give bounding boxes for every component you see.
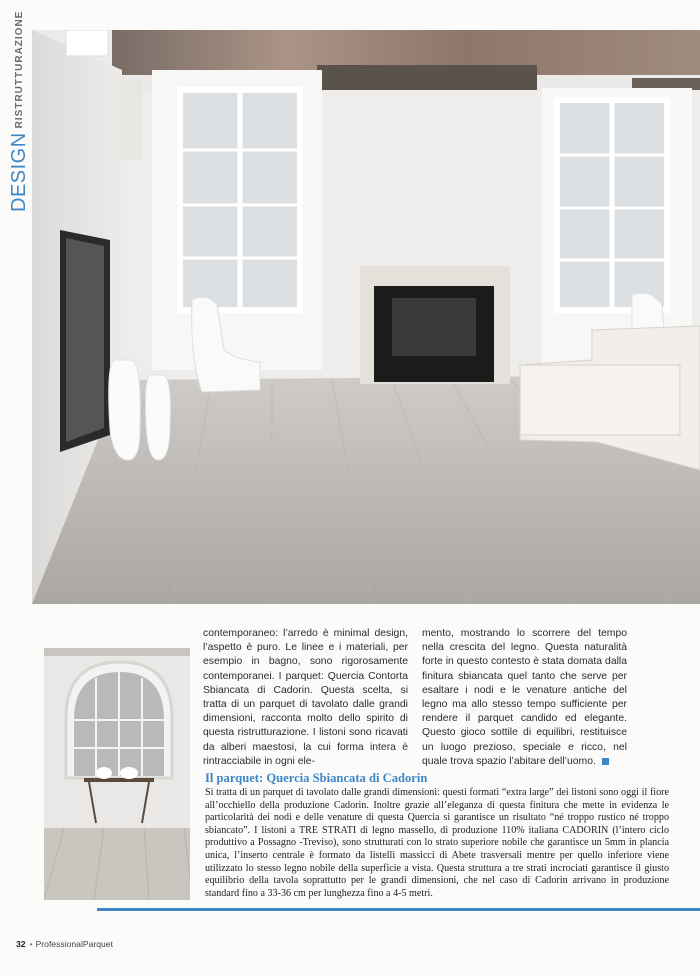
- article-column-1-text: contemporaneo: l’arredo è minimal design, l’aspetto è puro. Le linee e i materiali, per esempio in bagno, sono rigorosamente contemporanei. I parquet: Quercia Contorta Sbiancata di Cadorin. Questa scelta, si tratta di un parquet di tavolato dalle grandi dimensioni, racconta molto dello spirito di questa ristrutturazione. I listoni sono ricavati da alberi maestosi, la cui forma intera è rintracciabile in ogni ele-: [203, 628, 408, 767]
- blue-divider-rule: [97, 908, 700, 911]
- article-column-1: [203, 627, 408, 769]
- magazine-name: ProfessionalParquet: [35, 939, 113, 949]
- page-number: 32: [16, 939, 26, 949]
- page-footer: [16, 939, 113, 949]
- article-column-2-text: mento, mostrando lo scorrere del tempo nella crescita del legno. Questa naturalità forte in questo contesto è stata domata dalla finitura sbiancata quel tanto che serve per esaltare i nodi e le venature antiche del legno ma allo stesso tempo sufficiente per rendere il parquet candido ed elegante. Questo gioco sottile di equilibri, restituisce un luogo prezioso, speciale e ricco, nel quale trova spazio l’abitare dell’uomo.: [422, 628, 627, 767]
- arched-window-photo: [44, 648, 190, 900]
- section-tab: [6, 10, 32, 212]
- footer-bullet: •: [29, 939, 33, 949]
- box-text: Si tratta di un parquet di tavolato dalle grandi dimensioni: questi formati “extra large” dei listoni sono oggi il fiore all’occhiello della produzione Cadorin. Inoltre grazie all’eleganza di questa finitura che mette in evidenza le particolarità dei nodi e delle venature di questa Quercia si garantisce un risultato “né troppo rustico né troppo sbiancato”. I listoni a TRE STRATI di legno massello, di produzione 110% italiana CADORIN (l’intero ciclo produttivo a Possagno -Treviso), sono strutturati con lo strato superiore nobile che garantisce un 5mm in plancia unica, l’inserto centrale è formato da listelli massicci di Abete trasversali mentre per quello inferiore viene utilizzato lo stesso legno nobile della superficie a vista. Questa struttura a tre strati incrociati garantisce il giusto equilibrio della tavola soprattutto per le grandi dimensioni, che nel caso di Cadorin arrivano in produzione standard fino a 33-36 cm per lunghezza fino a 4-5 metri.: [205, 787, 669, 899]
- section-subsection-label: RISTRUTTURAZIONE: [13, 10, 25, 129]
- article-column-2: [422, 627, 627, 769]
- parquet-info-box: [200, 768, 700, 899]
- box-title: Il parquet: Quercia Sbiancata di Cadorin: [205, 771, 428, 785]
- living-room-photo: [32, 30, 700, 604]
- end-of-article-square: [602, 758, 609, 765]
- section-design-label: DESIGN: [7, 132, 30, 212]
